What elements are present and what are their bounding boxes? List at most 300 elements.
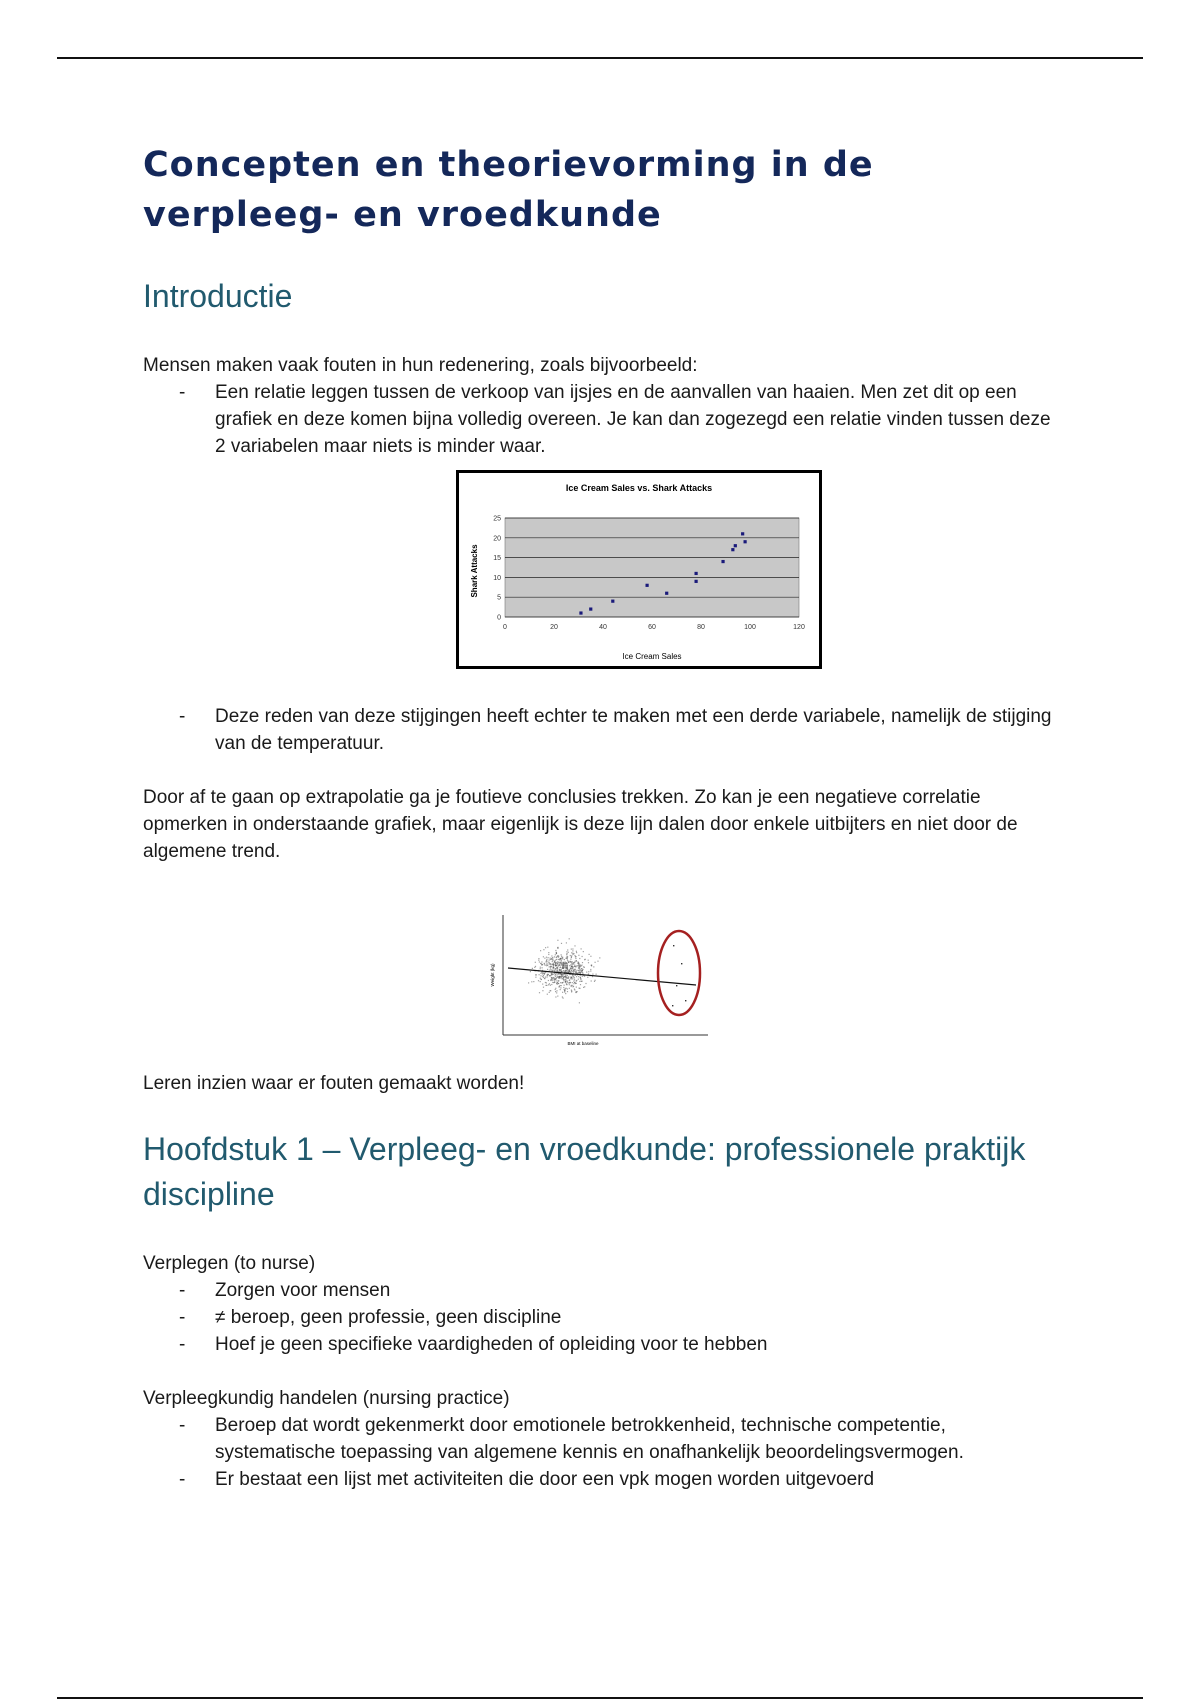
data-point: [543, 973, 544, 974]
list-item: - Een relatie leggen tussen de verkoop van ijsjes en de aanvallen van haaien. Men zet dit op een grafiek en deze komen bijna volledig overeen. Je kan dan zogezegd een relatie vinden tussen deze 2 variabelen maar niets is minder waar.: [143, 379, 1063, 460]
data-point: [551, 955, 552, 956]
paragraph-extrapolatie: Door af te gaan op extrapolatie ga je foutieve conclusies trekken. Zo kan je een negatieve correlatie opmerken in onderstaande grafiek, maar eigenlijk is deze lijn dalen door enkele uitbijters en niet door de algemene trend.: [143, 787, 1018, 862]
outlier-point: [676, 985, 677, 986]
data-point: [591, 965, 592, 966]
data-point: [563, 963, 564, 964]
chart-title: Ice Cream Sales vs. Shark Attacks: [565, 483, 713, 493]
data-point: [542, 990, 543, 991]
data-point: [548, 957, 549, 958]
data-point: [561, 971, 562, 972]
data-point: [538, 980, 539, 981]
data-point: [580, 977, 581, 978]
data-point: [564, 985, 565, 986]
data-point: [548, 984, 549, 985]
data-point: [580, 965, 581, 966]
data-point: [549, 962, 550, 963]
data-point: [582, 970, 583, 971]
data-point: [572, 985, 573, 986]
section-heading-introductie: Introductie: [143, 278, 293, 314]
outlier-point: [685, 1000, 686, 1001]
data-point: [565, 990, 566, 991]
data-point: [555, 996, 556, 997]
data-point: [547, 974, 548, 975]
data-point: [578, 979, 579, 980]
data-point: [734, 544, 737, 547]
data-point: [578, 967, 579, 968]
data-point: [571, 991, 572, 992]
data-point: [574, 969, 575, 970]
data-point: [558, 957, 559, 958]
data-point: [580, 984, 581, 985]
data-point: [564, 976, 565, 977]
data-point: [549, 966, 550, 967]
data-point: [570, 967, 571, 968]
data-point: [574, 979, 575, 980]
data-point: [544, 978, 545, 979]
data-point: [550, 979, 551, 980]
data-point: [581, 971, 582, 972]
ice-cream-shark-chart: [456, 470, 822, 669]
data-point: [559, 976, 560, 977]
data-point: [568, 977, 569, 978]
header-rule: [57, 57, 1143, 59]
data-point: [555, 988, 556, 989]
y-tick-label: 0: [497, 614, 501, 622]
data-point: [561, 974, 562, 975]
data-point: [570, 961, 571, 962]
data-point: [594, 981, 595, 982]
data-point: [551, 984, 552, 985]
data-point: [574, 989, 575, 990]
data-point: [574, 955, 575, 956]
data-point: [555, 989, 556, 990]
data-point: [551, 966, 552, 967]
data-point: [551, 958, 552, 959]
data-point: [531, 981, 532, 982]
data-point: [568, 962, 569, 963]
data-point: [553, 977, 554, 978]
data-point: [566, 978, 567, 979]
data-point: [533, 981, 534, 982]
data-point: [555, 968, 556, 969]
data-point: [570, 955, 571, 956]
data-point: [731, 548, 734, 551]
y-tick-label: 20: [493, 535, 501, 543]
data-point: [530, 971, 531, 972]
data-point: [539, 974, 540, 975]
data-point: [567, 949, 568, 950]
data-point: [545, 977, 546, 978]
data-point: [538, 960, 539, 961]
data-point: [565, 974, 566, 975]
data-point: [578, 972, 579, 973]
data-point: [596, 974, 597, 975]
data-point: [574, 945, 575, 946]
data-point: [579, 611, 582, 614]
data-point: [591, 980, 592, 981]
data-point: [578, 955, 579, 956]
data-point: [579, 981, 580, 982]
data-point: [554, 956, 555, 957]
data-point: [567, 971, 568, 972]
data-point: [572, 982, 573, 983]
data-point: [547, 965, 548, 966]
data-point: [560, 967, 561, 968]
data-point: [559, 970, 560, 971]
data-point: [570, 964, 571, 965]
data-point: [559, 959, 560, 960]
data-point: [556, 990, 557, 991]
data-point: [570, 959, 571, 960]
intro-list-2: [143, 703, 1063, 757]
data-point: [560, 989, 561, 990]
data-point: [542, 973, 543, 974]
data-point: [574, 965, 575, 966]
data-point: [562, 996, 563, 997]
data-point: [544, 958, 545, 959]
list-item: - Zorgen voor mensen: [143, 1277, 1063, 1304]
data-point: [573, 981, 574, 982]
data-point: [556, 957, 557, 958]
data-point: [587, 977, 588, 978]
data-point: [546, 957, 547, 958]
data-point: [579, 964, 580, 965]
data-point: [541, 961, 542, 962]
list-item: - Er bestaat een lijst met activiteiten die door een vpk mogen worden uitgevoerd: [143, 1466, 1063, 1493]
data-point: [557, 970, 558, 971]
data-point: [563, 977, 564, 978]
verplegen-list: [143, 1277, 1063, 1358]
data-point: [553, 970, 554, 971]
data-point: [582, 956, 583, 957]
data-point: [577, 970, 578, 971]
data-point: [576, 952, 577, 953]
data-point: [560, 987, 561, 988]
data-point: [549, 969, 550, 970]
data-point: [542, 984, 543, 985]
data-point: [544, 964, 545, 965]
data-point: [567, 960, 568, 961]
data-point: [566, 976, 567, 977]
data-point: [548, 980, 549, 981]
data-point: [582, 972, 583, 973]
data-point: [546, 961, 547, 962]
data-point: [559, 985, 560, 986]
y-tick-label: 5: [497, 594, 501, 602]
data-point: [559, 963, 560, 964]
data-point: [567, 991, 568, 992]
data-point: [590, 956, 591, 957]
data-point: [562, 957, 563, 958]
data-point: [542, 967, 543, 968]
data-point: [536, 974, 537, 975]
data-point: [563, 979, 564, 980]
data-point: [540, 981, 541, 982]
x-tick-label: 100: [744, 624, 756, 631]
data-point: [557, 955, 558, 956]
data-point: [579, 966, 580, 967]
section-heading-hoofdstuk-1: Hoofdstuk 1 – Verpleeg- en vroedkunde: professionele praktijk discipline: [143, 1131, 1026, 1212]
data-point: [557, 967, 558, 968]
x-tick-label: 60: [648, 624, 656, 631]
handelen-title: Verpleegkundig handelen (nursing practice): [143, 1388, 510, 1409]
data-point: [574, 962, 575, 963]
data-point: [561, 960, 562, 961]
data-point: [565, 988, 566, 989]
data-point: [566, 957, 567, 958]
data-point: [552, 957, 553, 958]
data-point: [554, 974, 555, 975]
trend-line: [508, 968, 696, 985]
data-point: [550, 959, 551, 960]
document-body: [143, 140, 1063, 1493]
data-point: [562, 965, 563, 966]
data-point: [540, 963, 541, 964]
data-point: [561, 963, 562, 964]
data-point: [566, 984, 567, 985]
chart-x-axis-label: Ice Cream Sales: [622, 652, 682, 661]
data-point: [573, 976, 574, 977]
data-point: [560, 974, 561, 975]
data-point: [567, 963, 568, 964]
data-point: [566, 942, 567, 943]
data-point: [558, 966, 559, 967]
data-point: [568, 952, 569, 953]
data-point: [571, 986, 572, 987]
data-point: [557, 961, 558, 962]
list-item: - Hoef je geen specifieke vaardigheden of opleiding voor te hebben: [143, 1331, 1063, 1358]
data-point: [586, 972, 587, 973]
x-tick-label: 120: [793, 624, 805, 631]
data-point: [744, 540, 747, 543]
data-point: [576, 951, 577, 952]
data-point: [555, 963, 556, 964]
data-point: [546, 963, 547, 964]
data-point: [592, 974, 593, 975]
data-point: [547, 976, 548, 977]
x-tick-label: 0: [503, 624, 507, 631]
data-point: [553, 964, 554, 965]
data-point: [593, 966, 594, 967]
data-point: [535, 977, 536, 978]
data-point: [540, 973, 541, 974]
data-point: [569, 982, 570, 983]
data-point: [561, 954, 562, 955]
data-point: [566, 951, 567, 952]
verplegen-title: Verplegen (to nurse): [143, 1253, 316, 1274]
data-point: [571, 966, 572, 967]
data-point: [561, 967, 562, 968]
data-point: [597, 961, 598, 962]
data-point: [665, 592, 668, 595]
data-point: [582, 962, 583, 963]
data-point: [567, 965, 568, 966]
ice-cream-shark-chart-svg: [459, 473, 819, 666]
data-point: [572, 978, 573, 979]
data-point: [556, 992, 557, 993]
data-point: [590, 971, 591, 972]
data-point: [554, 970, 555, 971]
data-point: [580, 979, 581, 980]
data-point: [561, 985, 562, 986]
data-point: [528, 982, 529, 983]
data-point: [549, 992, 550, 993]
data-point: [595, 980, 596, 981]
data-point: [547, 994, 548, 995]
data-point: [562, 978, 563, 979]
data-point: [556, 978, 557, 979]
data-point: [549, 960, 550, 961]
data-point: [555, 991, 556, 992]
data-point: [574, 970, 575, 971]
data-point: [578, 976, 579, 977]
data-point: [556, 980, 557, 981]
data-point: [611, 600, 614, 603]
handelen-list: [143, 1412, 1063, 1493]
data-point: [552, 959, 553, 960]
data-point: [542, 964, 543, 965]
data-point: [574, 966, 575, 967]
data-point: [569, 971, 570, 972]
data-point: [567, 981, 568, 982]
data-point: [558, 983, 559, 984]
list-item: - Beroep dat wordt gekenmerkt door emotionele betrokkenheid, technische competentie, systematische toepassing van algemene kennis en onafhankelijk beoordelingsvermogen.: [143, 1412, 1063, 1466]
data-point: [549, 975, 550, 976]
y-tick-label: 15: [493, 555, 501, 563]
outlier-point: [681, 963, 682, 964]
data-point: [570, 978, 571, 979]
data-point: [562, 992, 563, 993]
data-point: [547, 969, 548, 970]
data-point: [560, 982, 561, 983]
chart-y-axis-label: Weight (kg): [490, 963, 495, 987]
data-point: [573, 983, 574, 984]
data-point: [595, 962, 596, 963]
data-point: [545, 965, 546, 966]
y-tick-label: 10: [493, 574, 501, 582]
chart-y-axis-label: Shark Attacks: [470, 544, 479, 598]
footer-rule: [57, 1697, 1143, 1699]
data-point: [539, 961, 540, 962]
data-point: [555, 954, 556, 955]
data-point: [570, 977, 571, 978]
data-point: [576, 960, 577, 961]
data-point: [563, 974, 564, 975]
data-point: [541, 972, 542, 973]
data-point: [573, 986, 574, 987]
data-point: [574, 982, 575, 983]
list-item: - Deze reden van deze stijgingen heeft echter te maken met een derde variabele, namelijk de stijging van de temperatuur.: [143, 703, 1063, 757]
data-point: [563, 987, 564, 988]
outlier-point: [673, 945, 674, 946]
data-point: [584, 959, 585, 960]
data-point: [556, 977, 557, 978]
data-point: [548, 954, 549, 955]
data-point: [583, 951, 584, 952]
data-point: [543, 956, 544, 957]
data-point: [567, 988, 568, 989]
data-point: [575, 983, 576, 984]
data-point: [575, 966, 576, 967]
data-point: [540, 950, 541, 951]
data-point: [552, 961, 553, 962]
data-point: [582, 969, 583, 970]
data-point: [582, 976, 583, 977]
data-point: [557, 963, 558, 964]
data-point: [581, 968, 582, 969]
data-point: [565, 970, 566, 971]
data-point: [588, 962, 589, 963]
data-point: [551, 978, 552, 979]
data-point: [564, 962, 565, 963]
data-point: [573, 953, 574, 954]
data-point: [563, 968, 564, 969]
data-point: [556, 964, 557, 965]
data-point: [571, 952, 572, 953]
data-point: [566, 967, 567, 968]
outlier-circle: [658, 931, 700, 1015]
data-point: [552, 980, 553, 981]
data-point: [572, 961, 573, 962]
data-point: [543, 987, 544, 988]
x-tick-label: 20: [550, 624, 558, 631]
data-point: [569, 938, 570, 939]
data-point: [553, 968, 554, 969]
data-point: [566, 954, 567, 955]
data-point: [557, 996, 558, 997]
intro-list: [143, 379, 1063, 460]
data-point: [558, 959, 559, 960]
data-point: [580, 970, 581, 971]
data-point: [553, 967, 554, 968]
data-point: [577, 965, 578, 966]
data-point: [561, 943, 562, 944]
data-point: [557, 982, 558, 983]
data-point: [550, 958, 551, 959]
data-point: [538, 958, 539, 959]
data-point: [561, 977, 562, 978]
data-point: [565, 981, 566, 982]
data-point: [557, 940, 558, 941]
data-point: [572, 950, 573, 951]
data-point: [581, 981, 582, 982]
data-point: [561, 961, 562, 962]
data-point: [563, 962, 564, 963]
data-point: [541, 979, 542, 980]
data-point: [577, 991, 578, 992]
data-point: [569, 979, 570, 980]
data-point: [540, 975, 541, 976]
data-point: [540, 978, 541, 979]
data-point: [556, 975, 557, 976]
data-point: [572, 953, 573, 954]
data-point: [557, 948, 558, 949]
data-point: [548, 952, 549, 953]
data-point: [546, 959, 547, 960]
data-point: [545, 985, 546, 986]
data-point: [545, 947, 546, 948]
data-point: [551, 973, 552, 974]
data-point: [569, 984, 570, 985]
x-tick-label: 40: [599, 624, 607, 631]
data-point: [576, 971, 577, 972]
data-point: [695, 580, 698, 583]
plot-area: [505, 518, 799, 617]
data-point: [564, 959, 565, 960]
data-point: [549, 964, 550, 965]
data-point: [695, 572, 698, 575]
data-point: [569, 969, 570, 970]
